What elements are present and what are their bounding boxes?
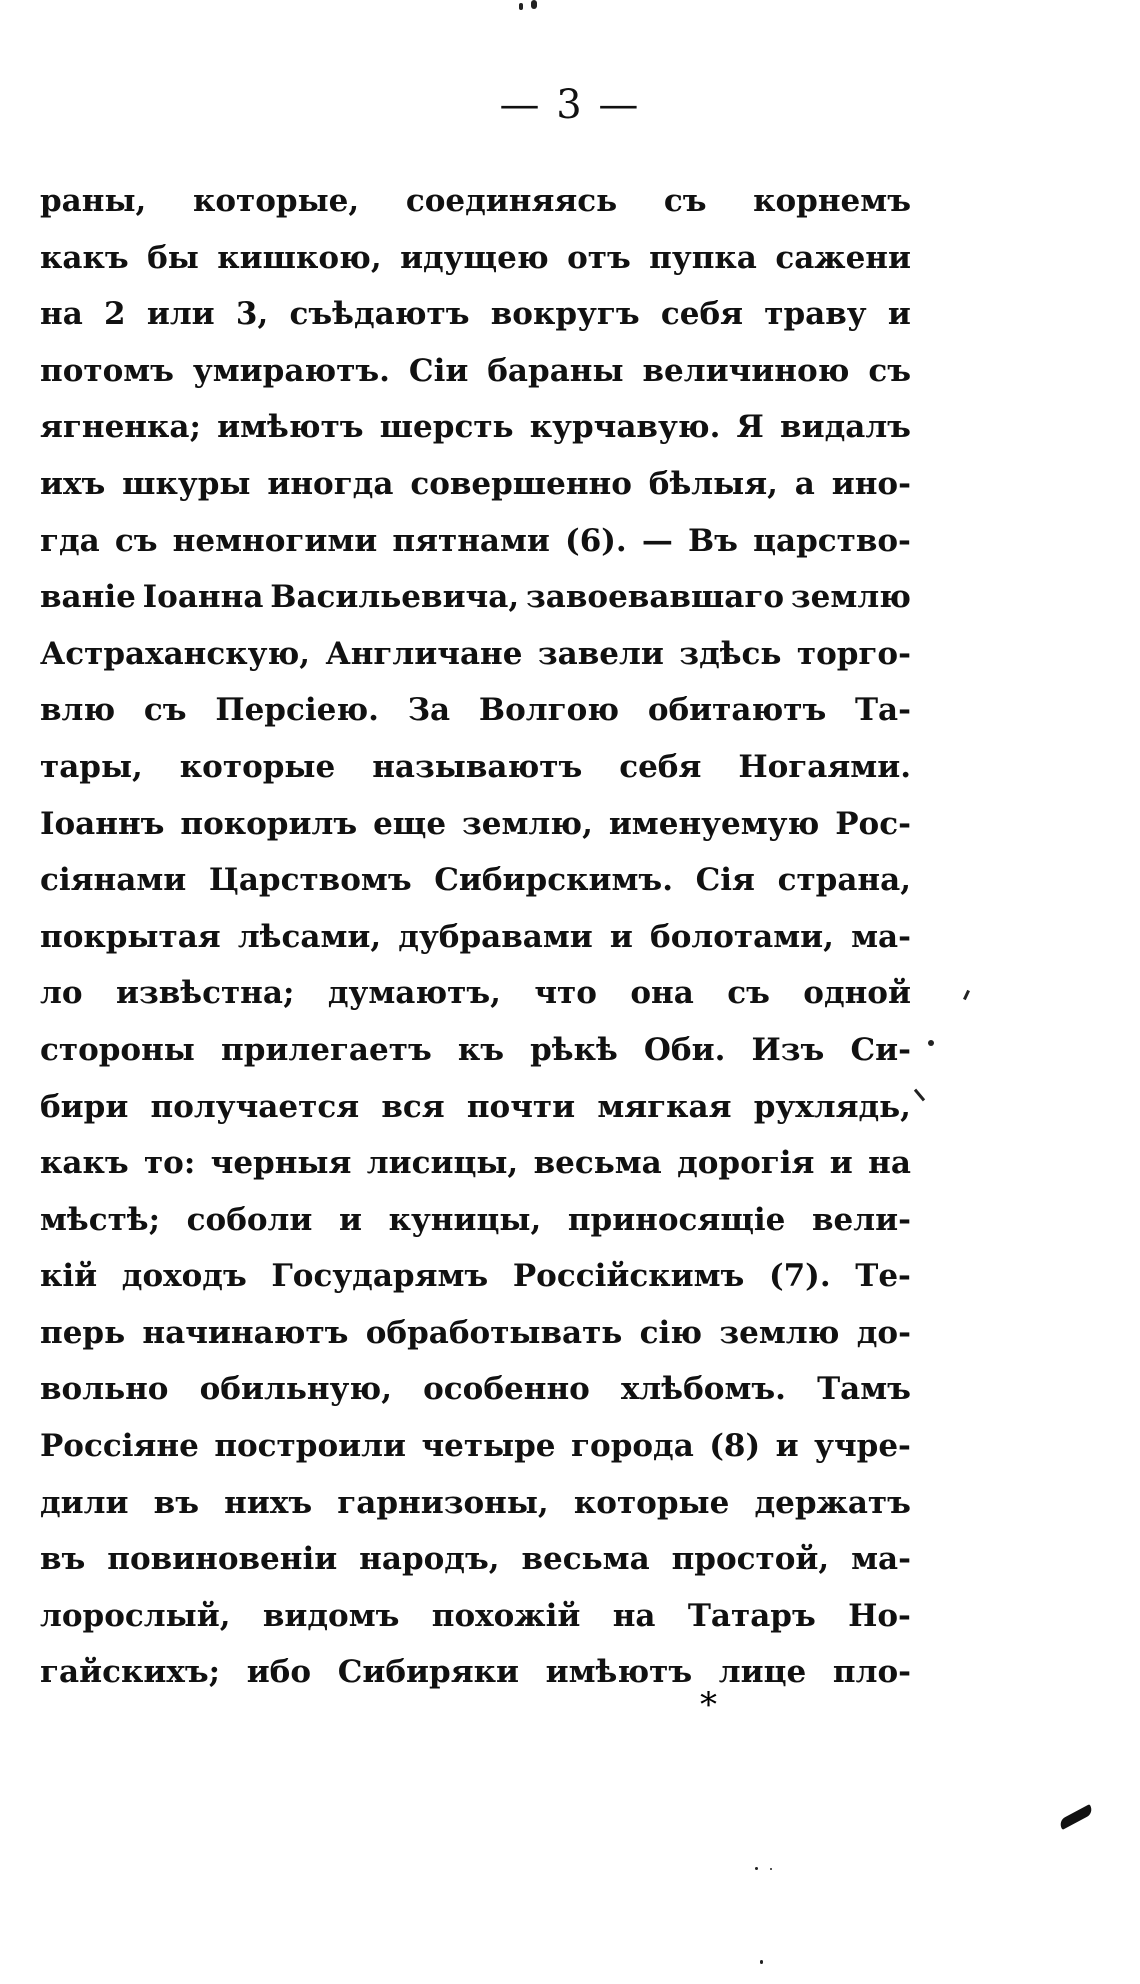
word: повиновеніи <box>107 1541 338 1578</box>
word: одной <box>803 975 911 1012</box>
ink-stroke <box>1058 1804 1094 1830</box>
word: какъ <box>40 239 129 276</box>
word: и <box>829 1145 853 1182</box>
word: страна, <box>777 862 911 899</box>
word: бѣлыя, <box>648 465 778 502</box>
word: что <box>534 975 597 1012</box>
word: Государямъ <box>271 1258 489 1295</box>
word: перь <box>40 1314 126 1351</box>
text-line <box>40 909 911 966</box>
word: мягкая <box>597 1088 732 1125</box>
word: съ <box>663 183 707 219</box>
word: Си- <box>850 1031 911 1068</box>
text-line <box>40 1418 911 1475</box>
word: Въ <box>687 522 738 559</box>
word: Россійскимъ <box>512 1258 745 1295</box>
word: Но- <box>848 1597 911 1634</box>
word: Я <box>736 409 764 446</box>
word: пятнами <box>392 522 550 559</box>
word: учре- <box>814 1428 911 1465</box>
word: именуемую <box>608 805 820 842</box>
word: бараны <box>487 352 624 389</box>
text-line <box>40 1305 911 1362</box>
word: гайскихъ; <box>40 1654 221 1691</box>
text-line <box>40 286 911 343</box>
word: въ <box>40 1541 86 1578</box>
text-line <box>40 1248 911 1305</box>
word: 2 <box>104 296 126 333</box>
word: раны, <box>40 183 147 219</box>
word: особенно <box>423 1371 590 1408</box>
word: имѣютъ <box>545 1654 693 1691</box>
text-line <box>40 569 911 626</box>
word: весьма <box>521 1541 650 1578</box>
text-line <box>40 682 911 739</box>
word: съ <box>868 352 911 389</box>
word: которые <box>573 1484 730 1521</box>
word: которые, <box>192 183 360 219</box>
word: дорогія <box>677 1145 815 1182</box>
word: потомъ <box>40 352 174 389</box>
word: влю <box>40 692 116 729</box>
word: землю <box>719 1314 840 1351</box>
word: народъ, <box>359 1541 500 1578</box>
word: Васильевича, <box>270 579 520 616</box>
word: съ <box>727 975 770 1012</box>
word: кій <box>40 1258 98 1295</box>
text-line <box>40 965 911 1022</box>
word: Те- <box>855 1258 911 1295</box>
word: корнемъ <box>753 183 911 219</box>
text-line <box>40 1588 911 1645</box>
word: думаютъ, <box>327 975 501 1012</box>
word: тары, <box>40 748 143 785</box>
word: вся <box>381 1088 445 1125</box>
text-line <box>40 852 911 909</box>
word: на <box>40 296 83 333</box>
word: идущею <box>400 239 549 276</box>
word: соболи <box>186 1201 313 1238</box>
word: она <box>630 975 694 1012</box>
word: которые <box>179 748 336 785</box>
word: вели- <box>811 1201 911 1238</box>
word: до- <box>856 1314 911 1351</box>
word: Рос- <box>835 805 911 842</box>
word: Оби. <box>643 1031 726 1068</box>
word: Астраханскую, <box>40 635 311 672</box>
word: себя <box>619 748 702 785</box>
word: ягненка; <box>40 409 201 446</box>
page-number: — 3 — <box>499 82 641 128</box>
word: умираютъ. <box>192 352 390 389</box>
word: города <box>571 1428 694 1465</box>
word: пупка <box>649 239 757 276</box>
word: Англичане <box>325 635 523 672</box>
text-line <box>40 1531 911 1588</box>
word: (6). <box>565 522 627 559</box>
word: и <box>609 918 633 955</box>
word: (8) <box>709 1428 761 1465</box>
word: — <box>641 522 673 559</box>
word: Россіяне <box>40 1428 199 1465</box>
word: нихъ <box>224 1484 313 1521</box>
word: сію <box>639 1314 703 1351</box>
word: бы <box>147 239 199 276</box>
word: имѣютъ <box>217 409 364 446</box>
word: хлѣбомъ. <box>620 1371 786 1408</box>
ink-speck <box>755 1867 758 1870</box>
text-line <box>40 1644 911 1701</box>
word: ино- <box>831 465 911 502</box>
word: немногими <box>172 522 378 559</box>
word: бири <box>40 1088 129 1125</box>
word: съ <box>143 692 187 729</box>
word: торго- <box>796 635 911 672</box>
word: Та- <box>854 692 911 729</box>
word: еще <box>373 805 447 842</box>
word: Сибиряки <box>337 1654 519 1691</box>
word: ибо <box>246 1654 312 1691</box>
word: завели <box>537 635 664 672</box>
word: 3, <box>235 296 269 333</box>
word: землю <box>790 579 911 616</box>
word: завоевавшаго <box>525 579 785 616</box>
word: шерсть <box>379 409 514 446</box>
text-line <box>40 399 911 456</box>
word: болотами, <box>650 918 834 955</box>
word: Іоанна <box>142 579 264 616</box>
word: въ <box>153 1484 199 1521</box>
word: Ногаями. <box>738 748 911 785</box>
word: называютъ <box>372 748 583 785</box>
word: гарнизоны, <box>337 1484 549 1521</box>
word: себя <box>660 296 744 333</box>
text-line <box>40 230 911 287</box>
ink-speck <box>963 990 970 1000</box>
word: отъ <box>567 239 631 276</box>
word: обработывать <box>365 1314 623 1351</box>
text-line <box>40 1079 911 1136</box>
word: а <box>794 465 815 502</box>
word: видомъ <box>262 1597 400 1634</box>
word: рѣкѣ <box>530 1031 618 1068</box>
word: лорослый, <box>40 1597 231 1634</box>
word: похожій <box>431 1597 581 1634</box>
word: дили <box>40 1484 129 1521</box>
word: стороны <box>40 1031 195 1068</box>
word: получается <box>150 1088 360 1125</box>
word: построили <box>214 1428 406 1465</box>
word: ваніе <box>40 579 136 616</box>
word: или <box>146 296 215 333</box>
word: дубравами <box>398 918 593 955</box>
word: Персіею. <box>215 692 379 729</box>
word: иногда <box>267 465 394 502</box>
text-line <box>40 1361 911 1418</box>
word: Изъ <box>751 1031 825 1068</box>
word: приносящіе <box>567 1201 786 1238</box>
word: какъ <box>40 1145 129 1182</box>
word: Царствомъ <box>208 862 412 899</box>
word: курчавую. <box>529 409 721 446</box>
word: шкуры <box>122 465 251 502</box>
word: сажени <box>775 239 911 276</box>
word: и <box>887 296 911 333</box>
word: Татаръ <box>687 1597 816 1634</box>
word: покорилъ <box>180 805 358 842</box>
word: траву <box>764 296 867 333</box>
word: лѣсами, <box>237 918 382 955</box>
ink-speck <box>760 1960 763 1964</box>
word: куницы, <box>388 1201 542 1238</box>
word: царство- <box>753 522 911 559</box>
word: За <box>407 692 451 729</box>
word: то: <box>143 1145 196 1182</box>
word: мѣстѣ; <box>40 1201 161 1238</box>
word: совершенно <box>410 465 632 502</box>
text-line <box>40 796 911 853</box>
word: кишкою, <box>217 239 382 276</box>
word: почти <box>466 1088 576 1125</box>
word: Іоаннъ <box>40 805 165 842</box>
word: Сіи <box>408 352 469 389</box>
word: видалъ <box>780 409 911 446</box>
word: (7). <box>768 1258 831 1295</box>
text-line <box>40 1022 911 1079</box>
word: пло- <box>832 1654 911 1691</box>
text-line <box>40 1135 911 1192</box>
ink-speck <box>531 0 537 9</box>
word: извѣстна; <box>115 975 295 1012</box>
word: величиною <box>642 352 850 389</box>
text-line <box>40 1475 911 1532</box>
word: на <box>612 1597 656 1634</box>
word: рухлядь, <box>753 1088 911 1125</box>
word: черныя <box>210 1145 352 1182</box>
word: ма- <box>851 1541 911 1578</box>
word: весьма <box>533 1145 662 1182</box>
word: вокругъ <box>490 296 640 333</box>
text-line <box>40 456 911 513</box>
text-line <box>40 1192 911 1249</box>
word: Тамъ <box>817 1371 911 1408</box>
word: и <box>338 1201 362 1238</box>
text-line <box>40 513 911 570</box>
text-line <box>40 173 911 230</box>
text-line <box>40 343 911 400</box>
word: къ <box>457 1031 505 1068</box>
word: Волгою <box>478 692 620 729</box>
word: ло <box>40 975 83 1012</box>
word: и <box>775 1428 799 1465</box>
word: ихъ <box>40 465 106 502</box>
word: доходъ <box>121 1258 247 1295</box>
body-text <box>40 173 911 1701</box>
word: вольно <box>40 1371 169 1408</box>
word: обильную, <box>199 1371 392 1408</box>
word: обитаютъ <box>647 692 827 729</box>
word: ма- <box>851 918 911 955</box>
word: землю, <box>462 805 593 842</box>
word: Сибирскимъ. <box>434 862 673 899</box>
word: держатъ <box>754 1484 911 1521</box>
word: Сія <box>695 862 755 899</box>
ink-speck <box>928 1040 934 1046</box>
word: на <box>868 1145 911 1182</box>
word: съѣдаютъ <box>289 296 470 333</box>
ink-speck <box>914 1089 925 1102</box>
word: лице <box>718 1654 807 1691</box>
text-line <box>40 739 911 796</box>
word: соединяясь <box>405 183 618 219</box>
word: четыре <box>421 1428 556 1465</box>
word: прилегаетъ <box>221 1031 432 1068</box>
word: сіянами <box>40 862 187 899</box>
word: здѣсь <box>679 635 782 672</box>
word: покрытая <box>40 918 221 955</box>
word: простой, <box>671 1541 830 1578</box>
word: гда <box>40 522 100 559</box>
ink-speck <box>770 1868 772 1870</box>
word: съ <box>114 522 158 559</box>
signature-mark: * <box>700 1685 717 1725</box>
word: лисицы, <box>366 1145 519 1182</box>
ink-speck <box>519 3 523 10</box>
word: начинаютъ <box>142 1314 349 1351</box>
text-line <box>40 626 911 683</box>
